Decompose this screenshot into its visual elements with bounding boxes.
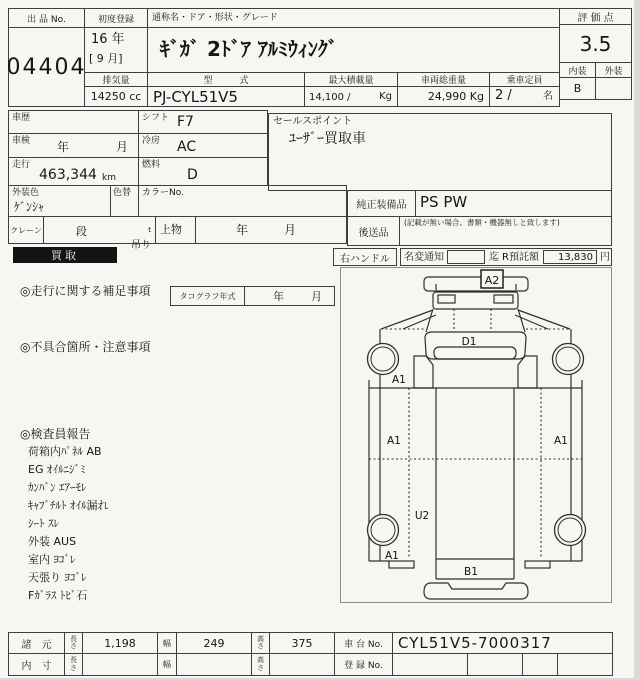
width-label: 幅 bbox=[163, 638, 171, 648]
score-label: 評 価 点 bbox=[577, 13, 614, 24]
made-label: 迄 bbox=[489, 252, 499, 263]
equipment-value-cell bbox=[415, 190, 612, 217]
tachograph-label-cell bbox=[170, 286, 245, 306]
kaitori-badge-text: 買取 bbox=[51, 249, 79, 262]
inner-length-cell bbox=[82, 653, 158, 676]
inspector-item: 外装 AUS bbox=[28, 535, 77, 548]
wheel-rear-right bbox=[555, 515, 586, 546]
inspector-item: ｼｰﾄ ｽﾚ bbox=[28, 517, 59, 530]
crane-dan-label: 段 bbox=[76, 225, 87, 238]
crane-tsuri-label: 吊り bbox=[131, 240, 151, 251]
crane-detail-cell bbox=[43, 216, 156, 251]
inner-width-cell bbox=[176, 653, 252, 676]
spec-width-label-cell bbox=[157, 632, 177, 654]
name-change-label: 名変通知 bbox=[404, 252, 444, 263]
capacity-header bbox=[489, 72, 560, 87]
damage-label-u2: U2 bbox=[414, 510, 430, 522]
color-change-cell bbox=[110, 185, 139, 217]
chassis-value-cell bbox=[392, 632, 613, 654]
registration-value-cell bbox=[392, 653, 613, 676]
fuel-cell bbox=[138, 157, 268, 186]
auction-no-label: 出 品 No. bbox=[27, 14, 66, 25]
inner-length-label-cell bbox=[64, 653, 83, 676]
gross-weight-cell bbox=[397, 86, 490, 107]
uwamono-year: 年 bbox=[236, 223, 249, 237]
wheel-front-left bbox=[368, 344, 399, 375]
deposit-row bbox=[400, 248, 612, 266]
max-load-unit: Kg bbox=[379, 91, 392, 102]
crane-ton-label: t bbox=[148, 226, 151, 234]
mileage-value: 463,344 bbox=[39, 167, 97, 183]
uwamono-date-cell bbox=[195, 216, 347, 244]
sales-point-label: セールスポイント bbox=[273, 116, 353, 127]
uwamono-month: 月 bbox=[284, 223, 297, 237]
registration-label-cell bbox=[334, 653, 393, 676]
registration-cell-divider bbox=[557, 654, 558, 675]
mileage-unit: km bbox=[102, 173, 116, 183]
spec-label: 諸 元 bbox=[21, 639, 52, 651]
tachograph-year: 年 bbox=[273, 290, 284, 303]
cab-window-right bbox=[494, 295, 513, 303]
max-load-cell bbox=[304, 86, 398, 107]
spec-label-cell bbox=[8, 632, 65, 654]
displacement-cell bbox=[84, 86, 148, 107]
spec-width-cell bbox=[176, 632, 252, 654]
kosohin-label-cell bbox=[347, 216, 400, 246]
displacement-header bbox=[84, 72, 148, 87]
height-label: 高さ bbox=[257, 634, 264, 650]
inspection-label: 車検 bbox=[12, 136, 31, 146]
spec-height-label-cell bbox=[251, 632, 270, 654]
inspector-item: ｶﾝﾊﾞﾝ ｴｱｰﾓﾚ bbox=[28, 481, 87, 494]
handle-label: 右ハンドル bbox=[340, 253, 390, 265]
mudflap-left bbox=[389, 561, 414, 568]
gross-weight-value: 24,990 Kg bbox=[427, 90, 484, 103]
color-no-label: カラーNo. bbox=[142, 188, 184, 198]
fuel-value: D bbox=[187, 167, 198, 183]
ext-color-label: 外装色 bbox=[12, 188, 40, 198]
inspector-item: EG ｵｲﾙﾆｼﾞﾐ bbox=[28, 463, 86, 476]
uwamono-label: 上物 bbox=[160, 223, 182, 236]
inspection-month: 月 bbox=[115, 140, 128, 154]
crane-label: クレーン bbox=[10, 225, 42, 235]
kosohin-label: 後送品 bbox=[358, 227, 389, 239]
cab-window-left bbox=[438, 295, 455, 303]
kosohin-note: (記載が無い場合、書類・機器無しと致します) bbox=[404, 218, 560, 227]
chassis-value: CYL51V5-7000317 bbox=[398, 634, 552, 652]
first-reg-header bbox=[84, 8, 148, 28]
inner-label: 内 寸 bbox=[21, 661, 52, 672]
handle-cell bbox=[333, 248, 397, 266]
inner-label-cell bbox=[8, 653, 65, 676]
equipment-label-cell bbox=[347, 190, 416, 217]
history-cell bbox=[8, 110, 139, 134]
score-cell bbox=[559, 24, 632, 63]
wheel-rear-left bbox=[368, 515, 399, 546]
chassis-label: 車 台 No. bbox=[344, 639, 383, 650]
model-header bbox=[147, 72, 305, 87]
currency-label: 円 bbox=[600, 252, 610, 263]
inner-height-label-cell bbox=[251, 653, 270, 676]
kaitori-badge bbox=[13, 247, 117, 263]
spec-height-cell bbox=[269, 632, 335, 654]
spec-length-value: 1,198 bbox=[104, 636, 136, 650]
length-label: 長さ bbox=[70, 656, 77, 672]
capacity-cell bbox=[489, 86, 560, 107]
width-label: 幅 bbox=[163, 660, 171, 669]
mileage-cell bbox=[8, 157, 139, 186]
equipment-value: PS PW bbox=[420, 193, 468, 211]
kosohin-value-cell bbox=[399, 216, 612, 246]
name-change-box bbox=[447, 250, 485, 264]
equipment-label: 純正装備品 bbox=[356, 200, 407, 211]
damage-label-b1: B1 bbox=[464, 566, 478, 578]
diagram-box bbox=[340, 267, 612, 603]
name-grade-header bbox=[147, 8, 560, 28]
crane-cell bbox=[8, 216, 44, 244]
history-label: 車歴 bbox=[12, 113, 31, 123]
damage-label-d1: D1 bbox=[461, 336, 477, 348]
inspector-item: 天張り ﾖｺﾞﾚ bbox=[28, 571, 87, 584]
registration-cell-divider bbox=[467, 654, 468, 675]
gross-weight-header bbox=[397, 72, 490, 87]
max-load-value: 14,100 / bbox=[309, 92, 351, 103]
mileage-notes-heading: ◎走行に関する補足事項 bbox=[20, 284, 151, 298]
damage-label-a1-front: A1 bbox=[392, 374, 406, 386]
ext-color-value: ｹﾞﾝｼｬ bbox=[14, 200, 45, 214]
deposit-label: R預託額 bbox=[502, 252, 539, 263]
auction-no-value: 04404 bbox=[6, 54, 87, 80]
auction-no-cell bbox=[8, 27, 85, 107]
inspection-year: 年 bbox=[57, 140, 70, 154]
damage-label-a2: A2 bbox=[484, 274, 500, 287]
max-load-header bbox=[304, 72, 398, 87]
inspector-item: Fｶﾞﾗｽ ﾄﾋﾞ石 bbox=[28, 589, 88, 602]
shift-value: F7 bbox=[177, 114, 194, 130]
color-change-label: 色替 bbox=[113, 188, 132, 198]
shift-cell bbox=[138, 110, 268, 134]
first-reg-year: 16 年 bbox=[91, 32, 125, 47]
vehicle-diagram bbox=[341, 268, 611, 602]
rear-bumper bbox=[424, 583, 528, 599]
tachograph-value-cell bbox=[244, 286, 335, 306]
spec-height-value: 375 bbox=[291, 636, 313, 650]
shift-label: シフト bbox=[142, 113, 170, 123]
defects-heading: ◎不具合箇所・注意事項 bbox=[20, 340, 151, 354]
ac-cell bbox=[138, 133, 268, 158]
door-right bbox=[518, 356, 537, 388]
spec-width-value: 249 bbox=[203, 636, 225, 650]
length-label: 長さ bbox=[70, 634, 77, 650]
inspection-cell bbox=[8, 133, 139, 158]
mileage-label: 走行 bbox=[12, 160, 31, 170]
model-cell bbox=[147, 86, 305, 107]
tachograph-label: タコグラフ年式 bbox=[179, 291, 236, 301]
name-grade-cell bbox=[147, 27, 560, 73]
registration-label: 登 録 No. bbox=[344, 661, 383, 671]
inspector-item: 室内 ﾖｺﾞﾚ bbox=[28, 553, 76, 566]
score-header bbox=[559, 8, 632, 25]
capacity-unit: 名 bbox=[543, 91, 553, 102]
max-load-label: 最大積載量 bbox=[328, 76, 374, 86]
mudflap-right bbox=[525, 561, 550, 568]
first-reg-month: [ 9 月] bbox=[89, 52, 123, 65]
damage-label-a1-right: A1 bbox=[554, 435, 568, 447]
inspector-item: 荷箱内ﾊﾟﾈﾙ AB bbox=[28, 445, 102, 458]
model-label: 型 式 bbox=[203, 76, 249, 86]
score-value: 3.5 bbox=[579, 31, 612, 56]
inner-width-label-cell bbox=[157, 653, 177, 676]
damage-label-a1-left: A1 bbox=[387, 435, 401, 447]
front-bumper bbox=[424, 277, 528, 291]
name-grade-label: 通称名・ドア・形状・グレード bbox=[152, 13, 278, 23]
inspector-item: ｷｬﾌﾞﾁﾙﾄ ｵｲﾙ漏れ bbox=[28, 499, 109, 512]
chassis-label-cell bbox=[334, 632, 393, 654]
exterior-label: 外装 bbox=[604, 66, 623, 77]
gross-weight-label: 車両総重量 bbox=[420, 76, 466, 86]
uwamono-cell bbox=[155, 216, 196, 244]
height-label: 高さ bbox=[257, 656, 264, 672]
windshield-inner bbox=[434, 347, 516, 359]
exterior-cell bbox=[595, 77, 632, 100]
registration-cell-divider bbox=[522, 654, 523, 675]
deposit-value: 13,830 bbox=[558, 252, 593, 263]
vehicle-name: ｷﾞｶﾞ 2ﾄﾞｱ ｱﾙﾐｳｨﾝｸﾞ bbox=[160, 37, 338, 61]
interior-cell bbox=[559, 77, 596, 100]
tachograph-month: 月 bbox=[311, 290, 322, 303]
fuel-label: 燃料 bbox=[142, 160, 161, 170]
damage-label-a1-rear: A1 bbox=[385, 550, 399, 562]
capacity-label: 乗車定員 bbox=[506, 76, 543, 86]
sales-point-box bbox=[268, 113, 612, 191]
inner-height-cell bbox=[269, 653, 335, 676]
inspector-heading: ◎検査員報告 bbox=[20, 427, 91, 441]
interior-header bbox=[559, 62, 596, 78]
wheel-front-right bbox=[553, 344, 584, 375]
model-value: PJ-CYL51V5 bbox=[153, 88, 238, 106]
capacity-value: 2 / bbox=[495, 88, 512, 103]
displacement-label: 排気量 bbox=[102, 76, 130, 86]
interior-value: B bbox=[573, 82, 582, 95]
first-reg-label: 初度登録 bbox=[97, 14, 134, 25]
deposit-value-box bbox=[543, 250, 597, 264]
spec-length-label-cell bbox=[64, 632, 83, 654]
sales-point-value: ﾕｰｻﾞｰ買取車 bbox=[289, 131, 366, 147]
displacement-value: 14250 cc bbox=[90, 90, 142, 103]
first-reg-cell bbox=[84, 27, 148, 73]
ext-color-cell bbox=[8, 185, 111, 217]
spec-length-cell bbox=[82, 632, 158, 654]
door-left bbox=[414, 356, 433, 388]
interior-label: 内装 bbox=[568, 66, 587, 77]
ac-value: AC bbox=[177, 139, 197, 155]
auction-no-header bbox=[8, 8, 85, 28]
ac-label: 冷房 bbox=[142, 136, 161, 146]
exterior-header bbox=[595, 62, 632, 78]
